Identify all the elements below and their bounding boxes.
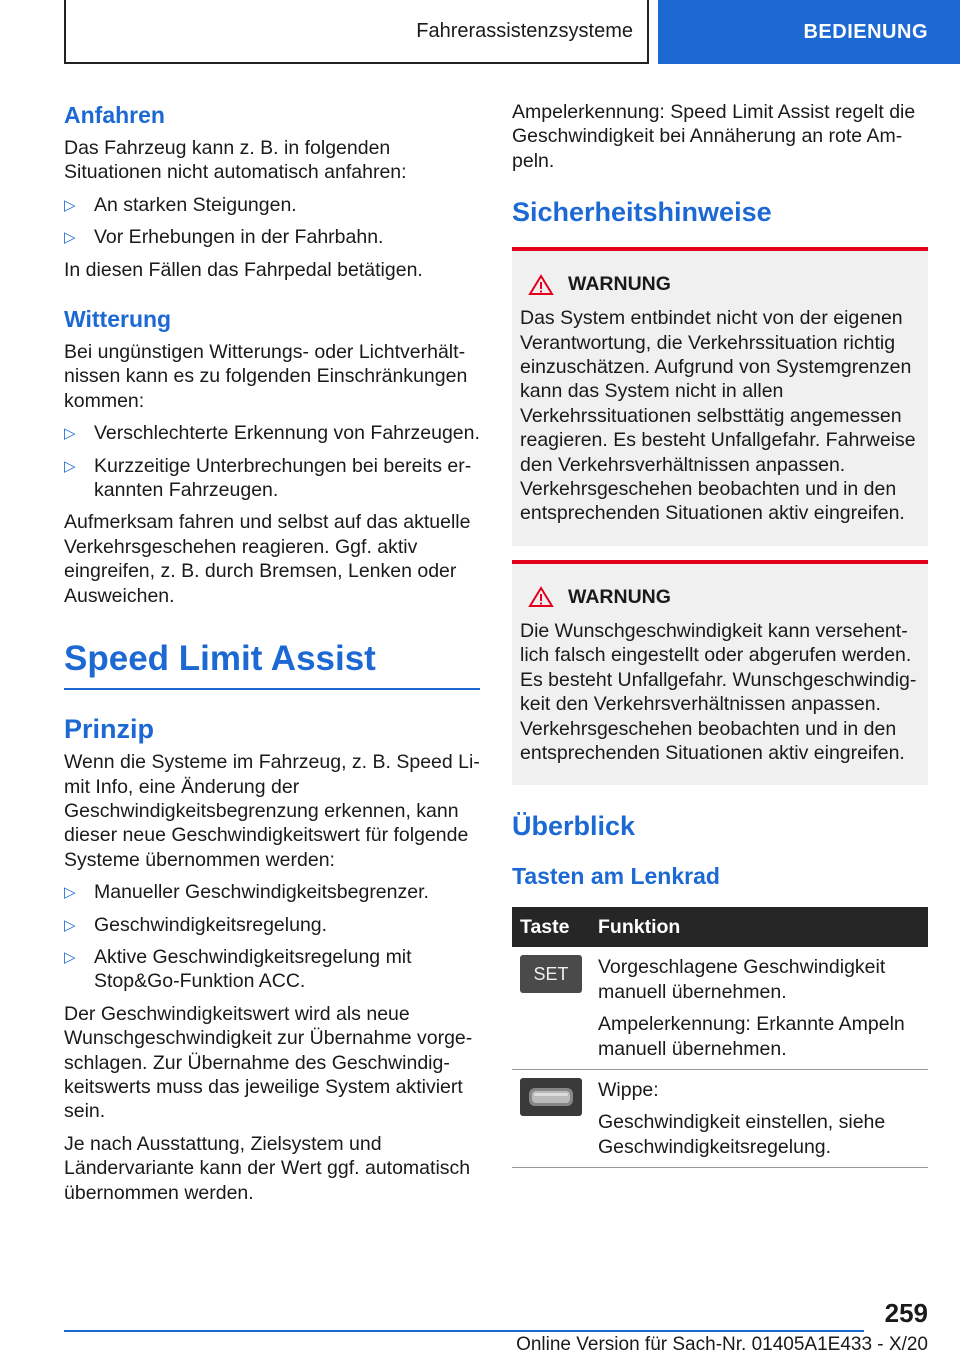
warning-triangle-icon xyxy=(528,274,554,296)
list-item xyxy=(64,913,480,937)
list-item xyxy=(64,421,480,445)
heading-sicherheitshinweise: Sicherheitshinweise xyxy=(512,197,772,228)
bullet-triangle-icon: ▷ xyxy=(64,916,76,934)
footer-divider xyxy=(64,1330,864,1332)
anfahren-outro: In diesen Fällen das Fahrpedal betätigen. xyxy=(64,258,423,281)
key-cell xyxy=(512,947,590,1069)
warning-triangle-icon xyxy=(528,586,554,608)
function-text: Geschwindigkeit einstellen, siehe Geschwindigkeitsregelung. xyxy=(598,1111,886,1158)
table-row xyxy=(512,1069,928,1167)
heading-anfahren: Anfahren xyxy=(64,102,165,128)
list-item xyxy=(64,225,480,249)
header-chapter xyxy=(658,0,960,64)
table-header-row xyxy=(512,907,928,947)
heading-speed-limit-assist: Speed Limit Assist xyxy=(64,638,480,690)
warning-title xyxy=(520,586,920,609)
left-column xyxy=(64,100,480,1205)
list-item xyxy=(64,880,480,904)
warning-box-2 xyxy=(512,560,928,785)
list-item-text: Kurzzeitige Unterbrechungen bei bereits erkannten Fahrzeugen. xyxy=(94,454,472,502)
heading-witterung: Witterung xyxy=(64,306,172,333)
bullet-triangle-icon: ▷ xyxy=(64,196,76,214)
witterung-list xyxy=(64,421,480,502)
function-text: Vorgeschlagene Geschwindigkeit manuell übernehmen. xyxy=(598,956,886,1003)
bullet-triangle-icon: ▷ xyxy=(64,948,76,966)
page-number: 259 xyxy=(884,1298,928,1328)
list-item-text: Aktive Geschwindigkeitsregelung mit Stop&Go-Funktion ACC. xyxy=(94,945,412,993)
column-header-key: Taste xyxy=(512,907,590,947)
warning-title xyxy=(520,273,920,296)
anfahren-list xyxy=(64,193,480,250)
warning-text: Das System entbindet nicht von der eigenen Verantwortung, die Verkehrssituation richtig einzuschätzen. Aufgrund von Systemgrenzen kann das System nicht in allen Verkehrssituationen selbsttätig angemessen reagieren. Es besteht Unfallgefahr. Fahrweise den Verkehrsverhältnissen anpassen. Verkehrsgeschehen beobachten und in den entsprechenden Situationen aktiv eingreifen. xyxy=(520,307,916,525)
bullet-triangle-icon: ▷ xyxy=(64,884,76,902)
column-header-function: Funktion xyxy=(590,907,928,947)
heading-ueberblick: Überblick xyxy=(512,811,636,842)
section-title: Fahrerassistenzsysteme xyxy=(416,19,633,42)
warning-label: WARNUNG xyxy=(568,585,671,608)
bullet-triangle-icon: ▷ xyxy=(64,229,76,247)
table-row xyxy=(512,947,928,1069)
function-text: Wippe: xyxy=(598,1078,659,1101)
witterung-intro: Bei ungünstigen Witterungs- oder Lichtverhältnissen kann es zu folgenden Einschränkungen kommen: xyxy=(64,341,468,412)
witterung-outro: Aufmerksam fahren und selbst auf das aktuelle Verkehrsgeschehen reagieren. Ggf. aktiv eingreifen, z. B. durch Bremsen, Lenken oder Ausweichen. xyxy=(64,511,471,607)
list-item-text: Vor Erhebungen in der Fahrbahn. xyxy=(94,226,384,249)
list-item-text: An starken Steigungen. xyxy=(94,193,297,216)
function-cell xyxy=(590,1069,928,1167)
warning-text: Die Wunschgeschwindigkeit kann versehentlich falsch eingestellt oder abgerufen werden. Es besteht Unfallgefahr. Wunschgeschwindigkeit den Verkehrsverhältnissen anpassen. Verkehrsgeschehen beobachten und in den entsprechenden Situationen aktiv eingreifen. xyxy=(520,619,917,764)
key-cell xyxy=(512,1069,590,1167)
list-item-text: Geschwindigkeitsregelung. xyxy=(94,913,328,936)
list-item-text: Manueller Geschwindigkeitsbegrenzer. xyxy=(94,881,429,904)
bullet-triangle-icon: ▷ xyxy=(64,425,76,443)
list-item-text: Verschlechterte Erkennung von Fahrzeugen. xyxy=(94,422,480,445)
chapter-title: BEDIENUNG xyxy=(803,20,928,43)
prinzip-list xyxy=(64,880,480,994)
right-column xyxy=(512,100,928,1168)
prinzip-text: Wenn die Systeme im Fahrzeug, z. B. Speed Limit Info, eine Änderung der Geschwindigkeitsbegrenzung erkennen, kann dieser neue Geschwindigkeitswert für folgende Systeme übernommen werden: xyxy=(64,751,480,871)
function-text: Ampelerkennung: Erkannte Ampeln manuell übernehmen. xyxy=(598,1013,905,1060)
rocker-switch-icon xyxy=(520,1078,582,1116)
heading-tasten-am-lenkrad: Tasten am Lenkrad xyxy=(512,863,720,890)
sla-para2: Je nach Ausstattung, Zielsystem und Ländervariante kann der Wert ggf. automatisch übernommen werden. xyxy=(64,1132,471,1204)
sla-para1: Der Geschwindigkeitswert wird als neue Wunschgeschwindigkeit zur Übernahme vorgeschlagen. Zur Übernahme des Geschwindigkeitswerts muss das jeweilige System aktiviert sein. xyxy=(64,1002,473,1123)
bullet-triangle-icon: ▷ xyxy=(64,457,76,475)
list-item xyxy=(64,945,480,994)
ampel-text: Ampelerkennung: Speed Limit Assist regelt die Geschwindigkeit bei Annäherung an rote Ampeln. xyxy=(512,101,916,172)
buttons-table xyxy=(512,907,928,1168)
anfahren-intro: Das Fahrzeug kann z. B. in folgenden Situationen nicht automatisch anfahren: xyxy=(64,137,407,184)
list-item xyxy=(64,454,480,503)
footer-online-version: Online Version für Sach-Nr. 01405A1E433 - X/20 xyxy=(516,1334,928,1355)
list-item xyxy=(64,193,480,217)
warning-box-1 xyxy=(512,247,928,546)
key-label: SET xyxy=(533,964,569,985)
warning-label: WARNUNG xyxy=(568,273,671,296)
set-button-icon xyxy=(520,955,582,993)
header-section xyxy=(64,0,649,64)
heading-prinzip: Prinzip xyxy=(64,714,155,745)
function-cell xyxy=(590,947,928,1069)
